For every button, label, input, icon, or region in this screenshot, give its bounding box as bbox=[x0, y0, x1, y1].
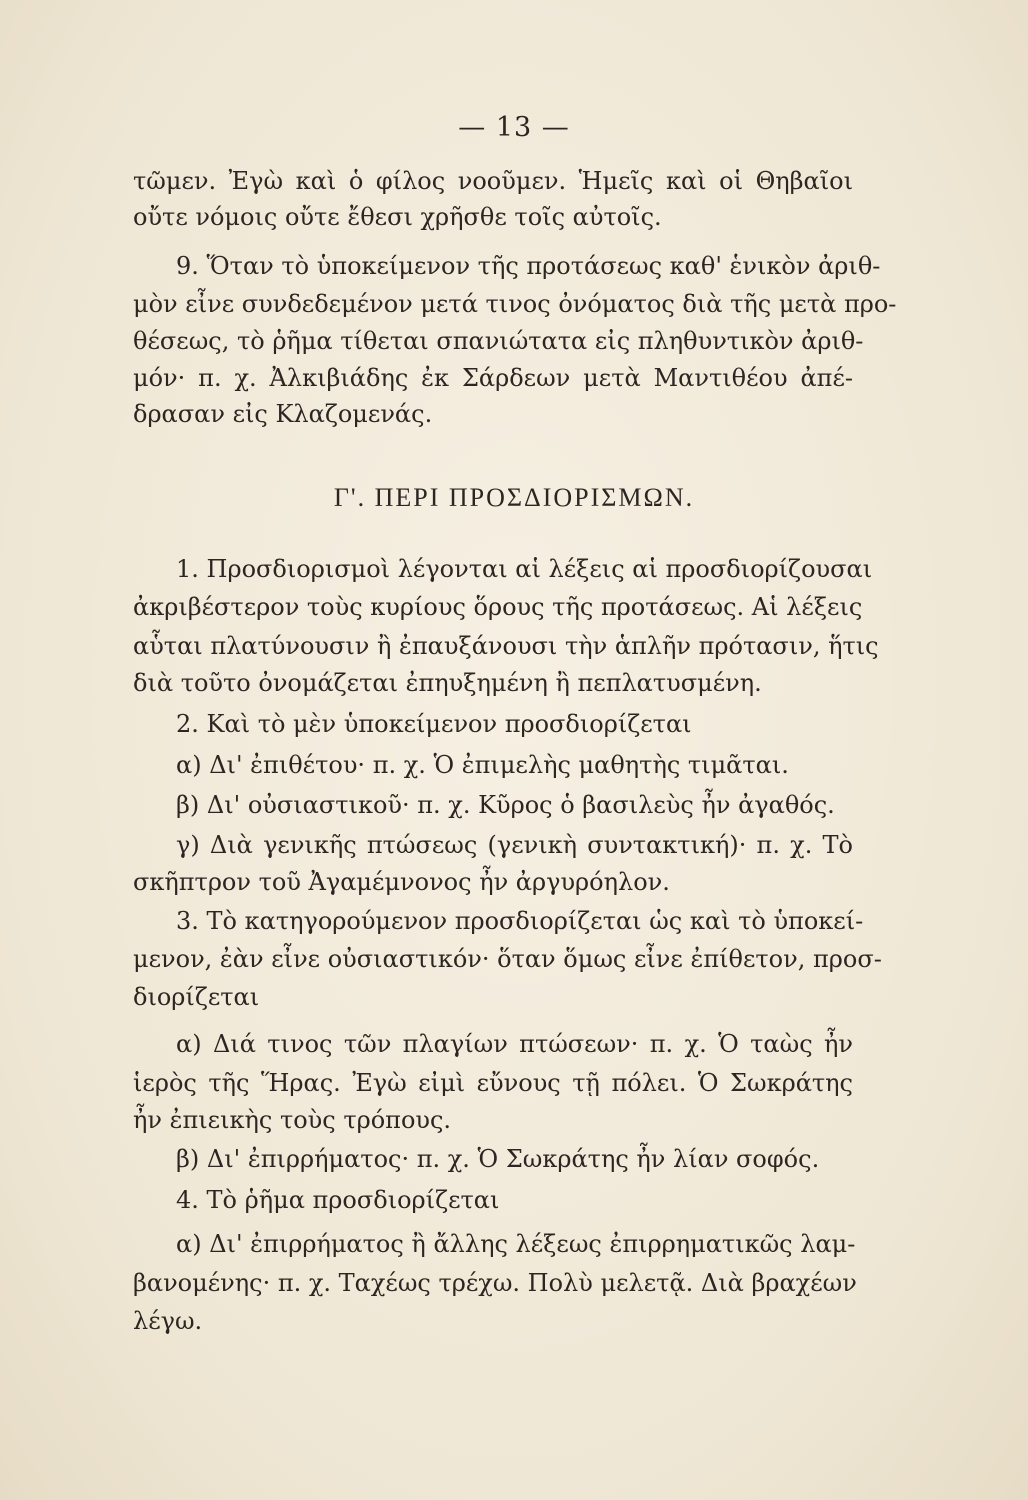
text-line: μόν· π. χ. Ἀλκιβιάδης ἐκ Σάρδεων μετὰ Μαντιθέου ἀπέ- bbox=[133, 364, 853, 392]
text-line: ἱερὸς τῆς Ἥρας. Ἐγὼ εἰμὶ εὔνους τῇ πόλει. Ὁ Σωκράτης bbox=[133, 1069, 853, 1097]
text-line: α) Δι' ἐπιθέτου· π. χ. Ὁ ἐπιμελὴς μαθητὴς τιμᾶται. bbox=[176, 751, 789, 779]
text-line: β) Δι' ἐπιρρήματος· π. χ. Ὁ Σωκράτης ἦν λίαν σοφός. bbox=[176, 1145, 820, 1173]
text-line: 2. Καὶ τὸ μὲν ὑποκείμενον προσδιορίζεται bbox=[176, 710, 692, 738]
text-line: α) Διά τινος τῶν πλαγίων πτώσεων· π. χ. Ὁ ταὼς ἦν bbox=[176, 1030, 853, 1058]
section-heading: Γ'. ΠΕΡΙ ΠΡΟΣΔΙΟΡΙΣΜΩΝ. bbox=[333, 483, 695, 512]
text-line: δρασαν εἰς Κλαζομενάς. bbox=[133, 400, 433, 428]
text-line: ἦν ἐπιεικὴς τοὺς τρόπους. bbox=[133, 1106, 452, 1134]
text-line: σκῆπτρον τοῦ Ἀγαμέμνονος ἦν ἀργυρόηλον. bbox=[133, 868, 670, 896]
text-line: μὸν εἶνε συνδεδεμένον μετά τινος ὀνόματος διὰ τῆς μετὰ προ- bbox=[133, 290, 897, 318]
text-line: 1. Προσδιορισμοὶ λέγονται αἱ λέξεις αἱ προσδιορίζουσαι bbox=[176, 555, 873, 583]
text-line: διὰ τοῦτο ὀνομάζεται ἐπηυξημένη ἢ πεπλατυσμένη. bbox=[133, 669, 762, 697]
text-line: 4. Τὸ ῥῆμα προσδιορίζεται bbox=[176, 1186, 500, 1214]
text-line: διορίζεται bbox=[133, 983, 260, 1011]
text-line: β) Δι' οὐσιαστικοῦ· π. χ. Κῦρος ὁ βασιλεὺς ἦν ἀγαθός. bbox=[176, 791, 835, 819]
text-line: τῶμεν. Ἐγὼ καὶ ὁ φίλος νοοῦμεν. Ἡμεῖς καὶ οἱ Θηβαῖοι bbox=[133, 167, 853, 195]
page-number: — 13 — bbox=[458, 112, 570, 143]
text-line: οὔτε νόμοις οὔτε ἔθεσι χρῆσθε τοῖς αὐτοῖς. bbox=[133, 203, 662, 231]
text-line: 3. Τὸ κατηγορούμενον προσδιορίζεται ὡς καὶ τὸ ὑποκεί- bbox=[176, 907, 864, 935]
text-line: βανομένης· π. χ. Ταχέως τρέχω. Πολὺ μελετᾷ. Διὰ βραχέων bbox=[133, 1269, 857, 1297]
text-line: 9. Ὅταν τὸ ὑποκείμενον τῆς προτάσεως καθ' ἑνικὸν ἀριθ- bbox=[176, 252, 881, 280]
text-line: α) Δι' ἐπιρρήματος ἢ ἄλλης λέξεως ἐπιρρηματικῶς λαμ- bbox=[176, 1230, 856, 1258]
text-line: ἀκριβέστερον τοὺς κυρίους ὅρους τῆς προτάσεως. Αἱ λέξεις bbox=[133, 593, 863, 621]
text-line: θέσεως, τὸ ῥῆμα τίθεται σπανιώτατα εἰς πληθυντικὸν ἀριθ- bbox=[133, 327, 864, 355]
text-line: λέγω. bbox=[133, 1307, 203, 1335]
text-line: μενον, ἐὰν εἶνε οὐσιαστικόν· ὅταν ὅμως εἶνε ἐπίθετον, προσ- bbox=[133, 945, 882, 973]
text-line: γ) Διὰ γενικῆς πτώσεως (γενικὴ συντακτική)· π. χ. Τὸ bbox=[176, 831, 853, 859]
text-line: αὗται πλατύνουσιν ἢ ἐπαυξάνουσι τὴν ἁπλῆν πρότασιν, ἥτις bbox=[133, 632, 879, 660]
